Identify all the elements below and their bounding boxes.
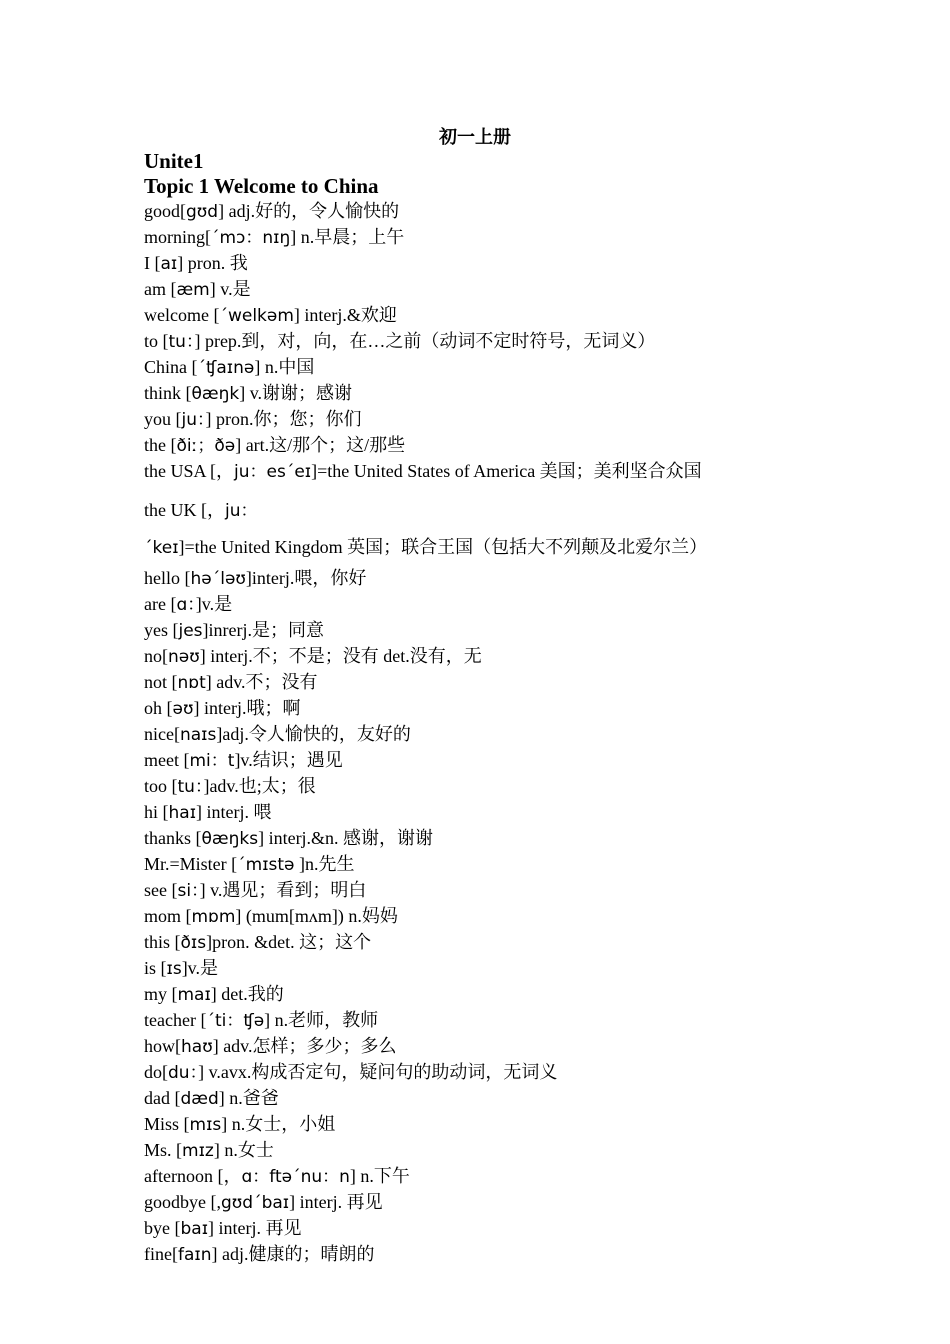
entry-word: goodbye [,	[144, 1192, 221, 1212]
vocabulary-entry	[144, 774, 824, 800]
entry-phonetic: ˊti：ʧə	[206, 1011, 265, 1031]
entry-phonetic: mi：t	[189, 751, 235, 771]
entry-phonetic: du：	[168, 1063, 199, 1083]
vocabulary-entry	[144, 1242, 824, 1268]
entry-phonetic: ðɪs	[180, 933, 207, 953]
entry-word: too [	[144, 776, 178, 796]
entry-word: the [	[144, 435, 177, 455]
vocabulary-entry	[144, 878, 824, 904]
entry-word: do[	[144, 1062, 168, 1082]
vocabulary-entry	[144, 618, 824, 644]
entry-definition: ]=the United Kingdom 英国；联合王国（包括大不列颠及北爱尔兰）	[178, 537, 708, 557]
entry-definition: ] v.遇见；看到；明白	[199, 880, 367, 900]
entry-word: no[	[144, 646, 168, 666]
entry-definition: ] prep.到，对，向，在…之前（动词不定时符号，无词义）	[194, 331, 656, 351]
entry-definition: ] n.老师，教师	[264, 1010, 379, 1030]
entry-phonetic: nəʊ	[168, 647, 200, 667]
entry-phonetic: θæŋk	[191, 384, 240, 404]
entry-phonetic: həˊləʊ	[190, 569, 246, 589]
vocabulary-entry	[144, 670, 824, 696]
entry-word: morning[	[144, 227, 211, 247]
entry-phonetic: ˊwelkəm	[219, 306, 294, 326]
entry-word: bye [	[144, 1218, 181, 1238]
entry-phonetic: æm	[176, 280, 210, 300]
entry-word: thanks [	[144, 828, 202, 848]
entry-word: teacher [	[144, 1010, 207, 1030]
entry-definition: ] v.谢谢；感谢	[239, 383, 353, 403]
vocabulary-entry	[144, 381, 824, 407]
entry-phonetic: ju：esˊeɪ	[234, 462, 312, 482]
entry-phonetic: ðiː；ðə	[176, 436, 236, 456]
entry-phonetic: maɪ	[177, 985, 211, 1005]
vocabulary-entry	[144, 1138, 824, 1164]
entry-phonetic: ˊmɪstə	[237, 855, 295, 875]
entry-phonetic: haʊ	[181, 1037, 213, 1057]
entry-definition: ] det.我的	[210, 984, 284, 1004]
entry-definition: ] n.女士	[213, 1140, 274, 1160]
vocabulary-entry	[144, 492, 814, 566]
entry-definition: ] adj.健康的；晴朗的	[211, 1244, 375, 1264]
entry-word: not [	[144, 672, 178, 692]
entry-definition: ] interj.不；不是；没有 det.没有，无	[199, 646, 482, 666]
entry-word: I [	[144, 253, 161, 273]
entry-word: see [	[144, 880, 178, 900]
vocabulary-entry	[144, 696, 824, 722]
vocabulary-entry	[144, 748, 824, 774]
entry-definition: ] pron.你；您；你们	[205, 409, 362, 429]
entry-phonetic: ˊʧaɪnə	[197, 358, 255, 378]
entry-word: China [	[144, 357, 198, 377]
entry-word: hello [	[144, 568, 191, 588]
vocabulary-entry	[144, 1034, 824, 1060]
entry-word: afternoon [，	[144, 1166, 242, 1186]
entry-phonetic: ju：ˊkeɪ	[144, 501, 258, 558]
entry-phonetic: aɪ	[160, 254, 178, 274]
entry-definition: ] art.这/那个；这/那些	[235, 435, 406, 455]
entry-word: nice[	[144, 724, 180, 744]
vocabulary-entry	[144, 329, 824, 355]
entry-word: the UK [，	[144, 500, 225, 520]
entry-word: fine[	[144, 1244, 178, 1264]
entry-definition: ]=the United States of America 美国；美利坚合众国	[311, 461, 702, 481]
entry-word: Mr.=Mister [	[144, 854, 238, 874]
entry-phonetic: ɪs	[166, 959, 182, 979]
entry-definition: ]n.先生	[294, 854, 355, 874]
entry-phonetic: naɪs	[179, 725, 217, 745]
entry-phonetic: gʊd	[186, 202, 219, 222]
vocabulary-entry	[144, 303, 824, 329]
entry-phonetic: mɒm	[191, 907, 236, 927]
entry-phonetic: dæd	[180, 1089, 219, 1109]
vocabulary-entry	[144, 433, 824, 459]
entry-definition: ]adv.也;太；很	[203, 776, 316, 796]
entry-phonetic: ɑ：	[176, 595, 196, 615]
vocabulary-entry	[144, 1112, 824, 1138]
vocabulary-entry	[144, 355, 824, 381]
entry-definition: ] (mum[mʌm]) n.妈妈	[235, 906, 398, 926]
entry-definition: ] interj. 再见	[289, 1192, 383, 1212]
entry-definition: ] n.爸爸	[218, 1088, 279, 1108]
entry-word: yes [	[144, 620, 179, 640]
entry-phonetic: ju：	[181, 410, 206, 430]
entry-word: Ms. [	[144, 1140, 183, 1160]
entry-phonetic: jes	[178, 621, 203, 641]
entry-phonetic: tu：	[168, 332, 195, 352]
entry-word: Miss [	[144, 1114, 190, 1134]
vocabulary-entry	[144, 956, 824, 982]
entry-phonetic: ɑ：ftəˊnu：n	[241, 1167, 350, 1187]
entry-word: welcome [	[144, 305, 220, 325]
vocabulary-entry	[144, 982, 824, 1008]
vocabulary-entry	[144, 1086, 824, 1112]
entry-definition: ] v.是	[209, 279, 251, 299]
vocabulary-entry	[144, 225, 824, 251]
entry-phonetic: nɒt	[177, 673, 206, 693]
entry-phonetic: si：	[177, 881, 200, 901]
entry-word: the USA [，	[144, 461, 234, 481]
topic-heading: Topic 1 Welcome to China	[144, 174, 379, 198]
entry-word: to [	[144, 331, 169, 351]
entry-definition: ]v.是	[195, 594, 233, 614]
entry-word: how[	[144, 1036, 181, 1056]
vocabulary-entry	[144, 722, 824, 748]
entry-word: mom [	[144, 906, 192, 926]
entry-word: oh [	[144, 698, 173, 718]
vocabulary-list	[144, 199, 824, 1268]
entry-definition: ] v.avx.构成否定句，疑问句的助动词，无词义	[198, 1062, 558, 1082]
vocabulary-entry	[144, 199, 824, 225]
entry-definition: ] n.中国	[254, 357, 315, 377]
entry-word: good[	[144, 201, 186, 221]
vocabulary-entry	[144, 1190, 824, 1216]
entry-definition: ] n.早晨；上午	[290, 227, 405, 247]
entry-definition: ] n.下午	[349, 1166, 410, 1186]
entry-definition: ]pron. &det. 这；这个	[206, 932, 372, 952]
entry-phonetic: mɪz	[182, 1141, 214, 1161]
entry-definition: ] adv.怎样；多少；多么	[212, 1036, 397, 1056]
entry-word: is [	[144, 958, 167, 978]
vocabulary-entry	[144, 1216, 824, 1242]
entry-word: my [	[144, 984, 178, 1004]
page-title: 初一上册	[439, 127, 511, 147]
entry-phonetic: ˊmɔ：nɪŋ	[211, 228, 291, 248]
vocabulary-entry	[144, 852, 824, 878]
entry-definition: ] adj.好的，令人愉快的	[218, 201, 400, 221]
entry-phonetic: haɪ	[168, 803, 197, 823]
vocabulary-entry	[144, 1008, 824, 1034]
entry-definition: ] adv.不；没有	[205, 672, 318, 692]
entry-phonetic: tu：	[177, 777, 204, 797]
entry-definition: ]v.是	[181, 958, 219, 978]
entry-definition: ]adj.令人愉快的，友好的	[216, 724, 411, 744]
vocabulary-entry	[144, 459, 824, 485]
entry-phonetic: baɪ	[180, 1219, 209, 1239]
entry-word: hi [	[144, 802, 169, 822]
vocabulary-entry	[144, 930, 824, 956]
entry-word: you [	[144, 409, 182, 429]
entry-definition: ] pron. 我	[177, 253, 248, 273]
entry-definition: ] interj.&欢迎	[293, 305, 397, 325]
entry-definition: ] interj. 再见	[208, 1218, 302, 1238]
vocabulary-section	[144, 149, 824, 1268]
vocabulary-entry	[144, 592, 824, 618]
entry-phonetic: əʊ	[172, 699, 194, 719]
vocabulary-entry	[144, 407, 824, 433]
entry-definition: ] n.女士，小姐	[221, 1114, 336, 1134]
entry-phonetic: mɪs	[189, 1115, 222, 1135]
entry-word: meet [	[144, 750, 190, 770]
entry-word: am [	[144, 279, 177, 299]
entry-phonetic: θæŋks	[201, 829, 259, 849]
entry-word: dad [	[144, 1088, 181, 1108]
entry-word: think [	[144, 383, 192, 403]
entry-definition: ]interj.喂，你好	[245, 568, 367, 588]
vocabulary-entry	[144, 251, 824, 277]
vocabulary-entry	[144, 644, 824, 670]
vocabulary-entry	[144, 800, 824, 826]
entry-definition: ] interj.&n. 感谢，谢谢	[258, 828, 434, 848]
entry-word: this [	[144, 932, 181, 952]
vocabulary-entry	[144, 277, 824, 303]
vocabulary-entry	[144, 566, 824, 592]
entry-definition: ] interj. 喂	[196, 802, 272, 822]
vocabulary-entry	[144, 1060, 824, 1086]
vocabulary-entry	[144, 826, 824, 852]
unit-heading: Unite1	[144, 149, 204, 173]
entry-phonetic: faɪn	[177, 1245, 212, 1265]
entry-definition: ] interj.哦；啊	[193, 698, 301, 718]
vocabulary-entry	[144, 1164, 824, 1190]
entry-definition: ]inrerj.是；同意	[202, 620, 325, 640]
entry-phonetic: gʊdˊbaɪ	[220, 1193, 290, 1213]
entry-definition: ]v.结识；遇见	[234, 750, 343, 770]
vocabulary-entry	[144, 904, 824, 930]
entry-word: are [	[144, 594, 177, 614]
